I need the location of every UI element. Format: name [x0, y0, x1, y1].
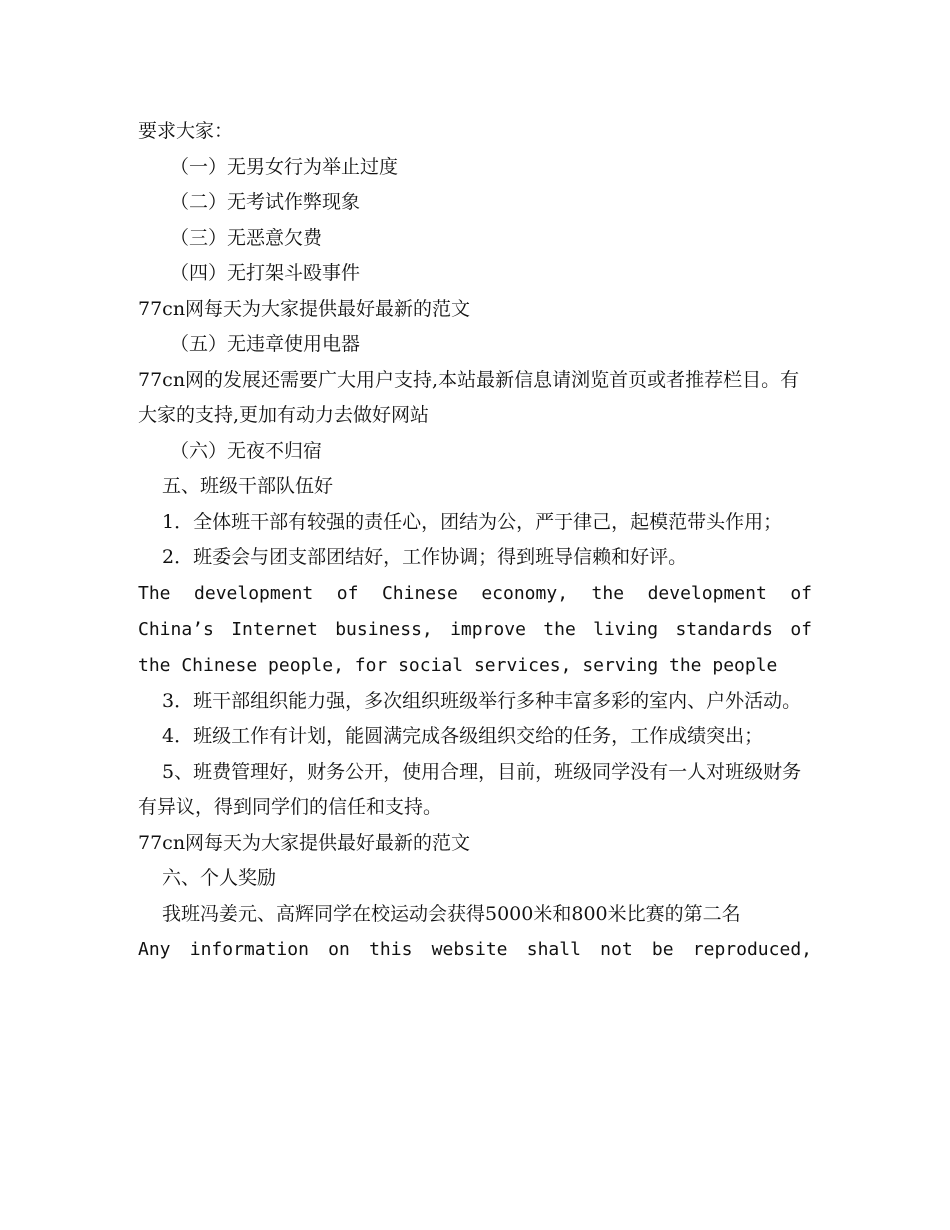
english-line-1: The development of Chinese economy, the development of	[138, 582, 812, 604]
text-line-site-notice: 77cn网每天为大家提供最好最新的范文	[138, 297, 471, 320]
text-line-rule-5: （五）无违章使用电器	[170, 333, 361, 355]
text-paragraph-item-1: 1．全体班干部有较强的责任心，团结为公，严于律己，起模范带头作用；	[162, 510, 783, 533]
text-line-item-2: 2．班委会与团支部团结好，工作协调；得到班导信赖和好评。	[162, 546, 688, 568]
english-line-4: Any information on this website shall not be reproduced,	[138, 939, 812, 960]
text-line-rule-2: （二）无考试作弊现象	[170, 191, 361, 213]
text-line-site-notice-2: 77cn网每天为大家提供最好最新的范文	[138, 831, 471, 854]
text-line-rule-4: （四）无打架斗殴事件	[170, 262, 361, 284]
text-paragraph-item-3: 3．班干部组织能力强，多次组织班级举行多种丰富多彩的室内、户外活动。	[162, 689, 802, 712]
text-paragraph-item-4: 4．班级工作有计划，能圆满完成各级组织交给的任务，工作成绩突出；	[162, 725, 764, 747]
text-paragraph-award: 我班冯姜元、高辉同学在校运动会获得5000米和800米比赛的第二名	[162, 902, 741, 925]
text-paragraph-item-5: 5、班费管理好，财务公开，使用合理，目前，班级同学没有一人对班级财务有异议，得到同学们的信任和支持。	[138, 760, 802, 818]
section-heading-cadre-team: 五、班级干部队伍好	[162, 475, 334, 497]
text-line-requirements-intro: 要求大家：	[138, 120, 234, 142]
text-line-rule-3: （三）无恶意欠费	[170, 226, 323, 249]
text-line-rule-1: （一）无男女行为举止过度	[170, 155, 399, 178]
english-line-3: the Chinese people, for social services, serving the people	[138, 654, 778, 676]
text-paragraph-site-support: 77cn网的发展还需要广大用户支持,本站最新信息请浏览首页或者推荐栏目。有大家的支持,更加有动力去做好网站	[138, 368, 800, 426]
text-line-rule-6: （六）无夜不归宿	[170, 439, 323, 462]
section-heading-personal-awards: 六、个人奖励	[162, 867, 277, 889]
document-page	[138, 114, 812, 968]
english-line-2: China’s Internet business, improve the living standards of	[138, 618, 812, 640]
